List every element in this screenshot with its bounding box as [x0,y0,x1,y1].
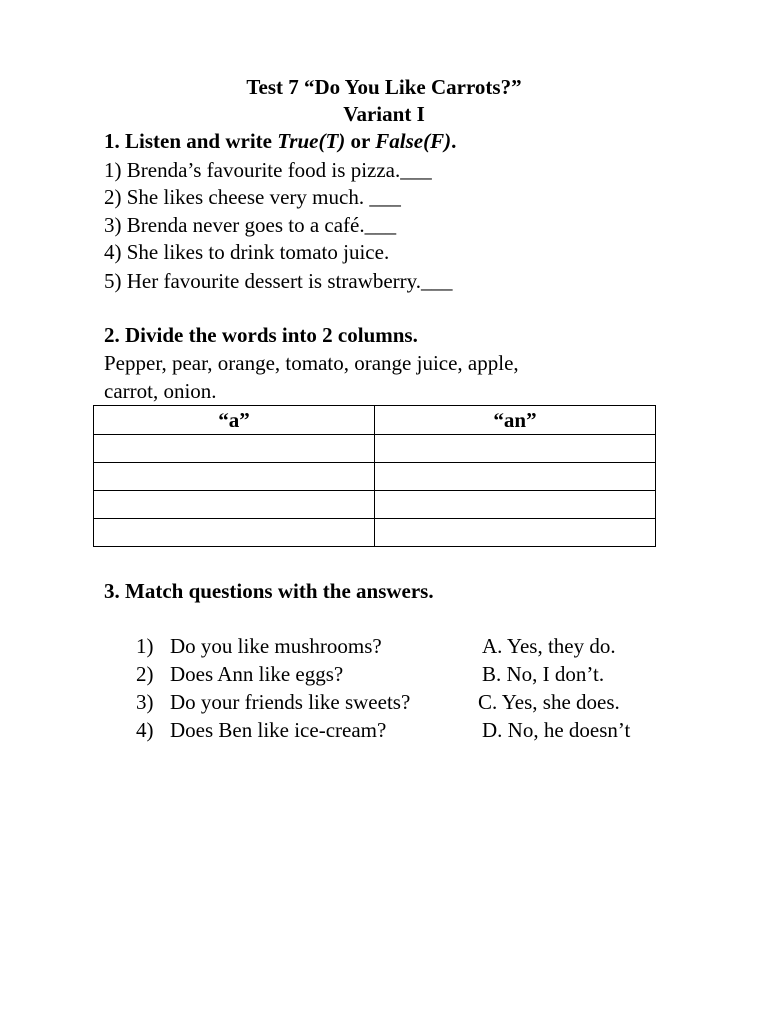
match-number: 1) [136,634,154,658]
match-answer: A. Yes, they do. [482,634,616,658]
tf-item: 1) Brenda’s favourite food is pizza.___ [104,158,432,182]
or-label: or [345,129,376,153]
match-answer: B. No, I don’t. [482,662,605,686]
word-list-line: Pepper, pear, orange, tomato, orange juice, apple, [104,351,519,375]
match-answer: C. Yes, she does. [478,690,620,714]
word-columns-table [93,405,656,547]
match-question: Do your friends like sweets? [170,690,411,714]
match-question: Do you like mushrooms? [170,634,382,658]
match-number: 2) [136,662,154,686]
table-cell [94,463,375,491]
section1-heading-prefix: 1. Listen and write [104,129,278,153]
table-cell [375,491,656,519]
table-row [94,463,656,491]
table-cell [94,435,375,463]
true-label: True(T) [277,129,346,153]
variant-label: Variant I [343,102,425,126]
word-list-line: carrot, onion. [104,379,217,403]
table-cell [375,435,656,463]
table-cell [94,519,375,547]
match-number: 3) [136,690,154,714]
tf-item: 3) Brenda never goes to a café.___ [104,213,397,237]
match-question: Does Ben like ice-cream? [170,718,387,742]
column-header-a: “a” [94,406,375,435]
match-row [136,688,620,716]
table-cell [375,519,656,547]
match-row [136,632,616,660]
section2-heading: 2. Divide the words into 2 columns. [104,323,418,347]
tf-item: 2) She likes cheese very much. ___ [104,185,401,209]
tf-item: 4) She likes to drink tomato juice. [104,240,390,264]
section1-heading-end: . [451,129,457,153]
table-row [94,491,656,519]
tf-item: 5) Her favourite dessert is strawberry.___ [104,269,453,293]
table-row [94,519,656,547]
table-row [94,435,656,463]
match-row [136,716,630,744]
table-cell [375,463,656,491]
match-number: 4) [136,718,154,742]
column-header-an: “an” [375,406,656,435]
match-question: Does Ann like eggs? [170,662,344,686]
false-label: False(F) [375,129,452,153]
match-row [136,660,604,688]
section3-heading: 3. Match questions with the answers. [104,579,434,603]
table-cell [94,491,375,519]
test-title: Test 7 “Do You Like Carrots?” [246,75,522,99]
match-answer: D. No, he doesn’t [482,718,631,742]
section1-heading [104,128,456,155]
